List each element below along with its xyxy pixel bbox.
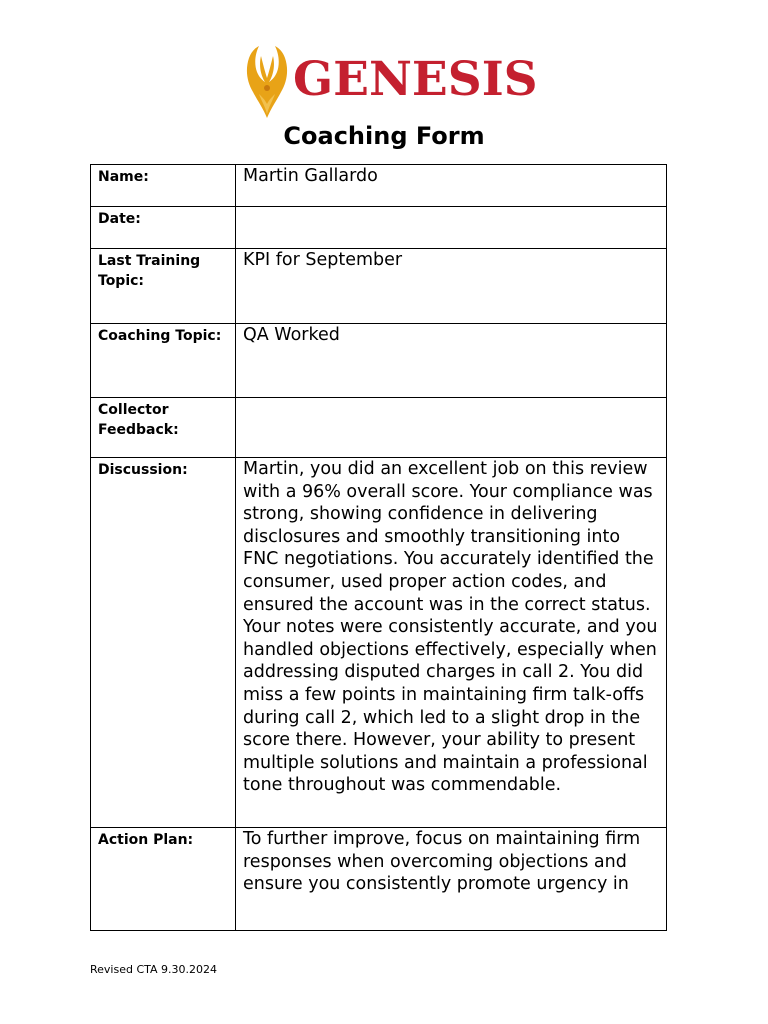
discussion-label: Discussion:: [91, 458, 236, 828]
date-label: Date:: [91, 207, 236, 249]
action-plan-row: [91, 828, 667, 931]
name-text: Martin Gallardo: [243, 166, 378, 186]
discussion-text: Martin, you did an excellent job on this review with a 96% overall score. Your compliance was strong, showing confidence in delivering disclosures and smoothly transitioning into FNC negotiations. You accurately identified the consumer, used proper action codes, and ensured the account was in the correct status. Your notes were consistently accurate, and you handled objections effectively, especially when addressing disputed charges in call 2. You did miss a few points in maintaining firm talk-offs during call 2, which led to a slight drop in the score there. However, your ability to present multiple solutions and maintain a professional tone throughout was commendable.: [243, 459, 658, 796]
coaching-topic-text: QA Worked: [243, 325, 340, 345]
last-training-topic-text: KPI for September: [243, 250, 403, 270]
form-title: Coaching Form: [283, 122, 485, 150]
discussion-row: [91, 458, 667, 828]
name-value: [236, 165, 667, 207]
discussion-value: [236, 458, 667, 828]
collector-feedback-value: [236, 398, 667, 458]
action-plan-text: To further improve, focus on maintaining firm responses when overcoming objections and ensure you consistently promote urgency in: [243, 829, 641, 895]
last-training-topic-value: [236, 249, 667, 324]
collector-feedback-row: [91, 398, 667, 458]
coaching-topic-label: Coaching Topic:: [91, 324, 236, 398]
action-plan-label: Action Plan:: [91, 828, 236, 931]
coaching-topic-row: [91, 324, 667, 398]
name-label: Name:: [91, 165, 236, 207]
name-row: [91, 165, 667, 207]
last-training-topic-row: [91, 249, 667, 324]
action-plan-value: [236, 828, 667, 931]
revision-footer: Revised CTA 9.30.2024: [90, 963, 218, 976]
brand-wordmark: GENESIS: [293, 52, 538, 107]
date-value: [236, 207, 667, 249]
coaching-topic-value: [236, 324, 667, 398]
genesis-logo: [243, 44, 538, 122]
phoenix-icon: [243, 44, 291, 120]
date-row: [91, 207, 667, 249]
coaching-form-table: [90, 164, 667, 931]
last-training-topic-label: Last Training Topic:: [91, 249, 236, 324]
collector-feedback-label: Collector Feedback:: [91, 398, 236, 458]
